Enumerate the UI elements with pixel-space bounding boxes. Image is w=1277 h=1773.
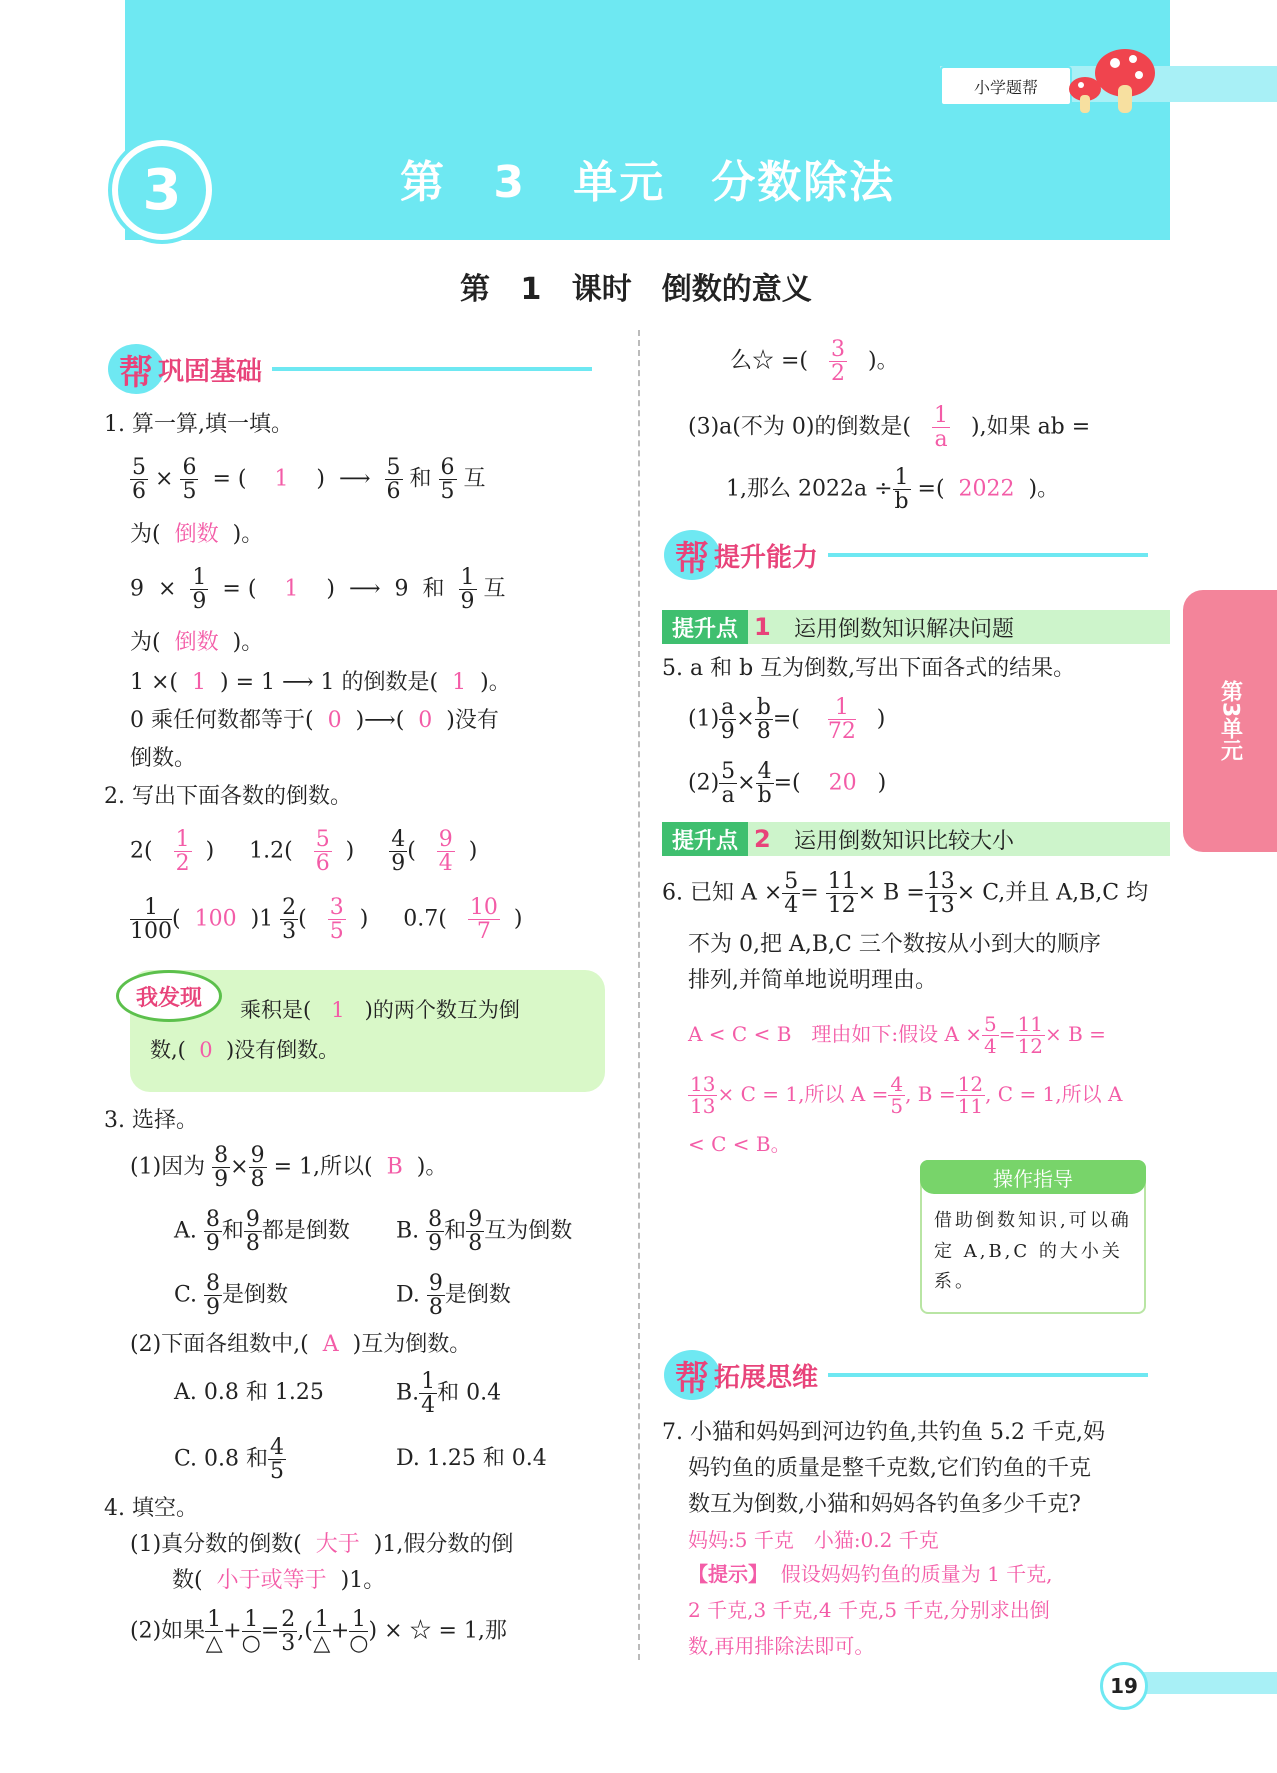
q4-part1-line2: 数( 小于或等于 )1。: [172, 1568, 386, 1593]
q7-hint-line3: 数,再用排除法即可。: [688, 1634, 875, 1658]
answer: 1: [452, 670, 467, 695]
q4-part2-cont: 么☆ =( $\frac{3}{2}$ )。: [730, 337, 899, 387]
discovery-line1: 乘积是( 1 )的两个数互为倒: [240, 998, 520, 1022]
q1-line2: 9 × $\frac{1}{9}$ = ( 1 ) ⟶ 9 和 $\frac{1}{9}$ 互: [130, 565, 506, 615]
answer: A: [322, 1332, 339, 1357]
tip-number: 2: [754, 825, 771, 853]
section-title: 巩固基础: [158, 356, 263, 387]
answer: $\frac{3}{2}$: [831, 337, 845, 387]
q1-line2b: 为( 倒数 )。: [130, 630, 264, 655]
q4-part1-line1: (1)真分数的倒数( 大于 )1,假分数的倒: [130, 1532, 514, 1557]
q2-title: 2. 写出下面各数的倒数。: [104, 784, 352, 809]
answer: 0: [418, 708, 433, 733]
answer: 小于或等于: [216, 1568, 327, 1593]
q5-part2: (2) $\frac{5}{a}$ × $\frac{4}{b}$ =( 20 ): [688, 759, 887, 809]
q4-title: 4. 填空。: [104, 1496, 198, 1521]
discovery-badge: 我发现: [116, 970, 222, 1022]
section-title: 提升能力: [714, 542, 819, 573]
q1-line5: 倒数。: [130, 746, 197, 771]
tip-text: 运用倒数知识解决问题: [794, 616, 1015, 642]
mushroom-icon: [1065, 45, 1160, 115]
answer: B: [386, 1154, 403, 1180]
q3-part2: (2)下面各组数中,( A )互为倒数。: [130, 1332, 472, 1357]
q6-answer-line3: < C < B。: [688, 1132, 791, 1156]
column-divider: [638, 330, 640, 1660]
tip-bar-2: [662, 822, 1170, 856]
q7-answer: 妈妈:5 千克 小猫:0.2 千克: [688, 1528, 939, 1552]
q1-line1: $\frac{5}{6}$ × $\frac{6}{5}$ = ( 1 ) ⟶ $\frac{5}{6}$ 和 $\frac{6}{5}$ 互: [132, 455, 486, 505]
q7-line3: 数互为倒数,小猫和妈妈各钓鱼多少千克?: [688, 1492, 1081, 1517]
section-badge: 帮: [664, 1350, 720, 1400]
q6-answer-line2: $\frac{13}{13}$ × C = 1,所以 A = $\frac{4}{5}$ , B = $\frac{12}{11}$ , C = 1,所以 A: [690, 1072, 1123, 1118]
brand-label: 小学题帮: [940, 66, 1072, 106]
q6-line1: 6. 已知 A × $\frac{5}{4}$ = $\frac{11}{12}$ × B = $\frac{13}{13}$ × C,并且 A,B,C 均: [662, 869, 1149, 919]
q1-line1b: 为( 倒数 )。: [130, 522, 264, 547]
answer: 100: [194, 906, 237, 932]
answer: 1: [331, 998, 345, 1022]
q1-line3: 1 ×( 1 ) = 1 ⟶ 1 的倒数是( 1 )。: [130, 670, 511, 695]
q1-title: 1. 算一算,填一填。: [104, 412, 293, 437]
tip-bar-1: [662, 610, 1170, 644]
answer: 大于: [315, 1532, 360, 1557]
tip-text: 运用倒数知识比较大小: [794, 828, 1015, 854]
answer: 0: [199, 1038, 213, 1062]
section-rule: [272, 367, 592, 371]
q3-part2-option-a: A. 0.8 和 1.25: [174, 1380, 324, 1405]
section-improve: [664, 530, 1148, 580]
q5-part1: (1) $\frac{a}{9}$ × $\frac{b}{8}$ =( $\frac{1}{72}$ ): [688, 695, 886, 745]
answer: 倒数: [174, 522, 219, 547]
answer: 1: [192, 670, 207, 695]
q3-title: 3. 选择。: [104, 1108, 198, 1133]
q4-part3-line1: (3)a(不为 0)的倒数是( $\frac{1}{a}$ ),如果 ab =: [688, 403, 1091, 453]
q3-part1: (1)因为 $\frac{8}{9}$ × $\frac{9}{8}$ = 1,所以( B )。: [130, 1143, 448, 1193]
q5-title: 5. a 和 b 互为倒数,写出下面各式的结果。: [662, 656, 1076, 681]
answer: $\frac{3}{5}$: [329, 895, 344, 945]
answer: $\frac{1}{72}$: [827, 695, 856, 745]
guide-text: 借助倒数知识,可以确定 A,B,C 的大小关系。: [934, 1210, 1132, 1293]
q6-line2: 不为 0,把 A,B,C 三个数按从小到大的顺序: [688, 932, 1101, 957]
answer: $\frac{1}{2}$: [175, 827, 190, 877]
q6-answer-line1: A < C < B 理由如下:假设 A × $\frac{5}{4}$ = $\frac{11}{12}$ × B =: [688, 1012, 1106, 1058]
answer: 2022: [958, 476, 1015, 502]
answer: 0: [327, 708, 342, 733]
answer: 1: [284, 576, 299, 602]
answer: $\frac{1}{a}$: [934, 403, 949, 453]
answer: 1: [274, 466, 289, 492]
q7-hint-line1: 【提示】 假设妈妈钓鱼的质量为 1 千克,: [688, 1562, 1053, 1586]
q7-line2: 妈钓鱼的质量是整千克数,它们钓鱼的千克: [688, 1456, 1091, 1481]
tip-number: 1: [754, 613, 771, 641]
q1-line4: 0 乘任何数都等于( 0 )⟶( 0 )没有: [130, 708, 499, 733]
tip-tag: 提升点: [662, 610, 748, 644]
q3-option-c: C. $\frac{8}{9}$ 是倒数: [174, 1271, 289, 1321]
q2-row1: 2( $\frac{1}{2}$ ) 1.2( $\frac{5}{6}$ ) $\frac{4}{9}$ ( $\frac{9}{4}$ ): [130, 827, 478, 877]
section-rule: [828, 1373, 1148, 1377]
q2-row2: $\frac{1}{100}$ ( 100 )1 $\frac{2}{3}$ ( $\frac{3}{5}$ ) 0.7( $\frac{10}{7}$ ): [130, 895, 523, 945]
q3-part2-option-b: B. $\frac{1}{4}$ 和 0.4: [396, 1369, 502, 1419]
lesson-title: 第 1 课时 倒数的意义: [460, 272, 812, 307]
q3-option-b: B. $\frac{8}{9}$ 和 $\frac{9}{8}$ 互为倒数: [396, 1207, 573, 1257]
section-expand: [664, 1350, 1148, 1400]
answer: 20: [828, 770, 857, 796]
q4-part3-line2: 1,那么 2022a ÷ $\frac{1}{b}$ =( 2022 )。: [726, 465, 1060, 515]
unit-title: 第 3 单元 分数除法: [400, 157, 896, 208]
tip-tag: 提升点: [662, 822, 748, 856]
section-rule: [828, 553, 1148, 557]
answer: $\frac{5}{6}$: [315, 827, 330, 877]
q3-part2-option-d: D. 1.25 和 0.4: [396, 1446, 547, 1471]
answer: 倒数: [174, 630, 219, 655]
q3-part2-option-c: C. 0.8 和 $\frac{4}{5}$: [174, 1435, 285, 1485]
page-number: 19: [1100, 1662, 1148, 1710]
section-basic: [108, 344, 592, 394]
guide-title: 操作指导: [920, 1160, 1146, 1194]
q7-hint-line2: 2 千克,3 千克,4 千克,5 千克,分别求出倒: [688, 1598, 1050, 1622]
answer: $\frac{10}{7}$: [469, 895, 498, 945]
section-badge: 帮: [664, 530, 720, 580]
q3-option-a: A. $\frac{8}{9}$ 和 $\frac{9}{8}$ 都是倒数: [174, 1207, 350, 1257]
unit-side-tab: 第3单元: [1183, 590, 1277, 852]
section-title: 拓展思维: [714, 1362, 819, 1393]
answer: $\frac{9}{4}$: [438, 827, 453, 877]
q4-part2: (2)如果 $\frac{1}{\triangle}$ + $\frac{1}{○}$ = $\frac{2}{3}$ ,( $\frac{1}{\triangle}$ + $\frac{1}{○}$ ) × ☆ = 1,那: [130, 1607, 507, 1657]
q6-line3: 排列,并简单地说明理由。: [688, 968, 937, 993]
q7-line1: 7. 小猫和妈妈到河边钓鱼,共钓鱼 5.2 千克,妈: [662, 1420, 1105, 1445]
discovery-line2: 数,( 0 )没有倒数。: [150, 1038, 340, 1062]
unit-number: 3: [142, 157, 182, 223]
section-badge: 帮: [108, 344, 164, 394]
q3-option-d: D. $\frac{9}{8}$ 是倒数: [396, 1271, 511, 1321]
